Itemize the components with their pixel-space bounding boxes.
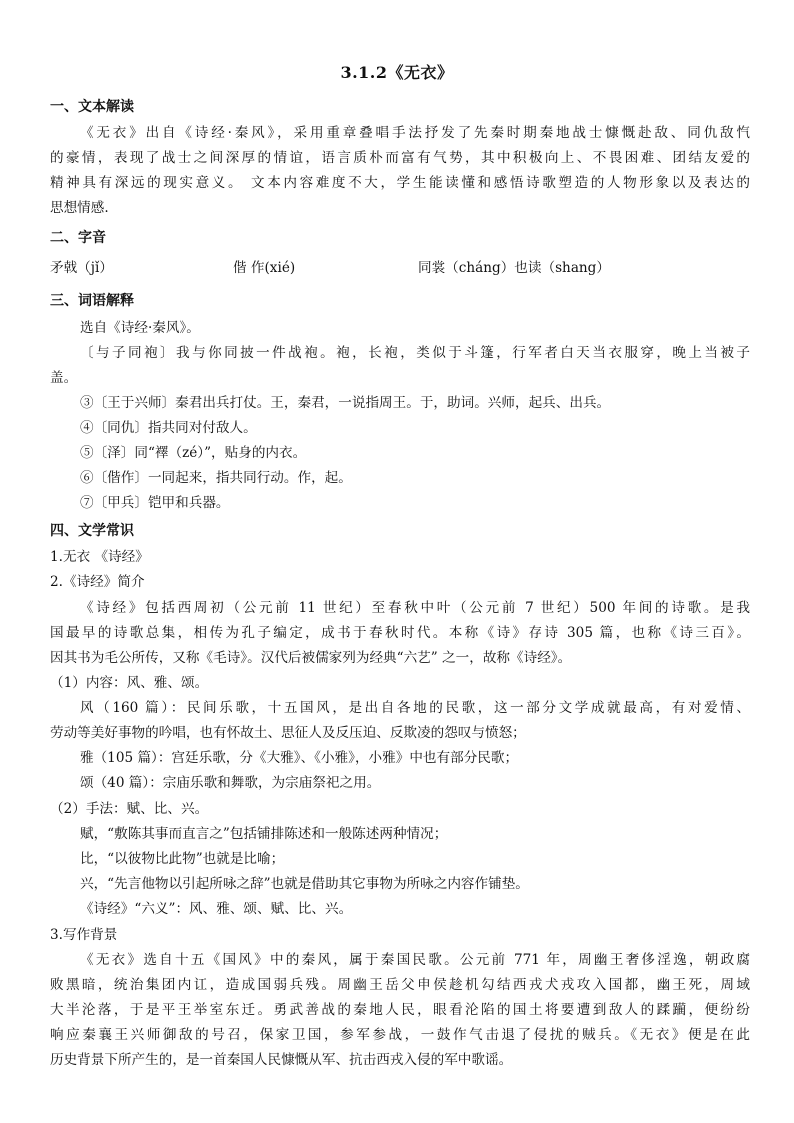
paragraph-line: 《无衣》出自《诗经·秦风》，采用重章叠唱手法抒发了先秦时期秦地战士慷慨赴敌、同仇敌忾 [80,125,750,141]
paragraph-line: 劳动等美好事物的吟唱，也有怀故土、思征人及反压迫、反欺凌的怨叹与愤怒； [50,725,526,741]
vocab-line: ③〔王于兴师〕秦君出兵打仗。王，秦君，一说指周王。于，助词。兴师，起兵、出兵。 [80,395,611,411]
paragraph-line: 颂（40 篇）：宗庙乐歌和舞歌，为宗庙祭祀之用。 [80,775,381,791]
paragraph-line: 败黑暗，统治集团内讧，造成国弱兵残。周幽王岳父申侯趁机勾结西戎犬戎攻入国都，幽王死，周域 [50,977,750,993]
vocab-line: ⑦〔甲兵〕铠甲和兵器。 [80,495,230,511]
vocab-line: 盖。 [50,370,78,386]
paragraph-line: 2.《诗经》简介 [50,574,145,590]
paragraph-line: 《无衣》选自十五《国风》中的秦风，属于秦国民歌。公元前 771 年，周幽王奢侈淫逸，朝政腐 [80,952,750,968]
paragraph-line: 思想情感. [50,200,109,216]
vocab-line: 选自《诗经·秦风》。 [80,320,200,336]
vocab-line: ⑥〔偕作〕一同起来，指共同行动。作，起。 [80,470,352,486]
paragraph-line: 比，“以彼物比此物”也就是比喻； [80,851,285,867]
paragraph-line: 响应秦襄王兴师御敌的号召，保家卫国，参军参战，一鼓作气击退了侵扰的贼兵。《无衣》便是在此 [50,1027,750,1043]
paragraph-line: 《诗经》包括西周初（公元前 11 世纪）至春秋中叶（公元前 7 世纪）500 年间的诗歌。是我 [80,600,750,616]
paragraph-line: 兴，“先言他物以引起所咏之辞”也就是借助其它事物为所咏之内容作铺垫。 [80,876,529,892]
paragraph-line: 1.无衣 《诗经》 [50,549,149,565]
paragraph-line: 的豪情，表现了战士之间深厚的情谊，语言质朴而富有气势，其中积极向上、不畏困难、团结友爱的 [50,150,750,166]
paragraph-line: 《诗经》“六义”：风、雅、颂、赋、比、兴。 [80,901,353,917]
page-title: 3.1.2《无衣》 [340,63,454,82]
paragraph-line: 3.写作背景 [50,927,118,943]
paragraph-line: 雅（105 篇）：宫廷乐歌，分《大雅》、《小雅》，小雅》中也有部分民歌； [80,750,519,766]
section-heading-vocabulary: 三、词语解释 [50,293,134,309]
paragraph-line: 赋，“敷陈其事而直言之”包括铺排陈述和一般陈述两种情况； [80,826,448,842]
vocab-line: 〔与子同袍〕我与你同披一件战袍。袍，长袍，类似于斗篷，行军者白天当衣服穿，晚上当被子 [80,345,750,361]
paragraph-line: （2）手法：赋、比、兴。 [50,801,209,817]
vocab-line: ④〔同仇〕指共同对付敌人。 [80,420,257,436]
pronunciation-item: 偕 作(xié) [233,260,296,276]
paragraph-line: （1）内容：风、雅、颂。 [50,675,209,691]
section-heading-literary-knowledge: 四、文学常识 [50,523,134,539]
paragraph-line: 精神具有深远的现实意义。 文本内容难度不大，学生能读懂和感悟诗歌塑造的人物形象以及表达的 [50,175,750,191]
paragraph-line: 历史背景下所产生的，是一首秦国人民慷慨从军、抗击西戎入侵的军中歌谣。 [50,1052,513,1068]
paragraph-line: 风（160 篇）：民间乐歌，十五国风，是出自各地的民歌，这一部分文学成就最高，有对爱情、 [80,700,750,716]
vocab-line: ⑤〔泽〕同“襗（zé）”，贴身的内衣。 [80,445,307,461]
paragraph-line: 因其书为毛公所传，又称《毛诗》。汉代后被儒家列为经典“六艺” 之一，故称《诗经》。 [50,650,572,666]
pronunciation-item: 同裳（cháng）也读（shang） [418,260,610,276]
section-heading-pronunciation: 二、字音 [50,230,106,246]
section-heading-text-reading: 一、文本解读 [50,99,134,115]
pronunciation-item: 矛戟（jǐ） [50,260,113,276]
paragraph-line: 国最早的诗歌总集，相传为孔子编定，成书于春秋时代。本称《诗》存诗 305 篇，也称《诗三百》。 [50,625,750,641]
paragraph-line: 大半沦落，于是平王举室东迁。勇武善战的秦地人民，眼看沦陷的国土将要遭到敌人的蹂躏，便纷纷 [50,1002,750,1018]
